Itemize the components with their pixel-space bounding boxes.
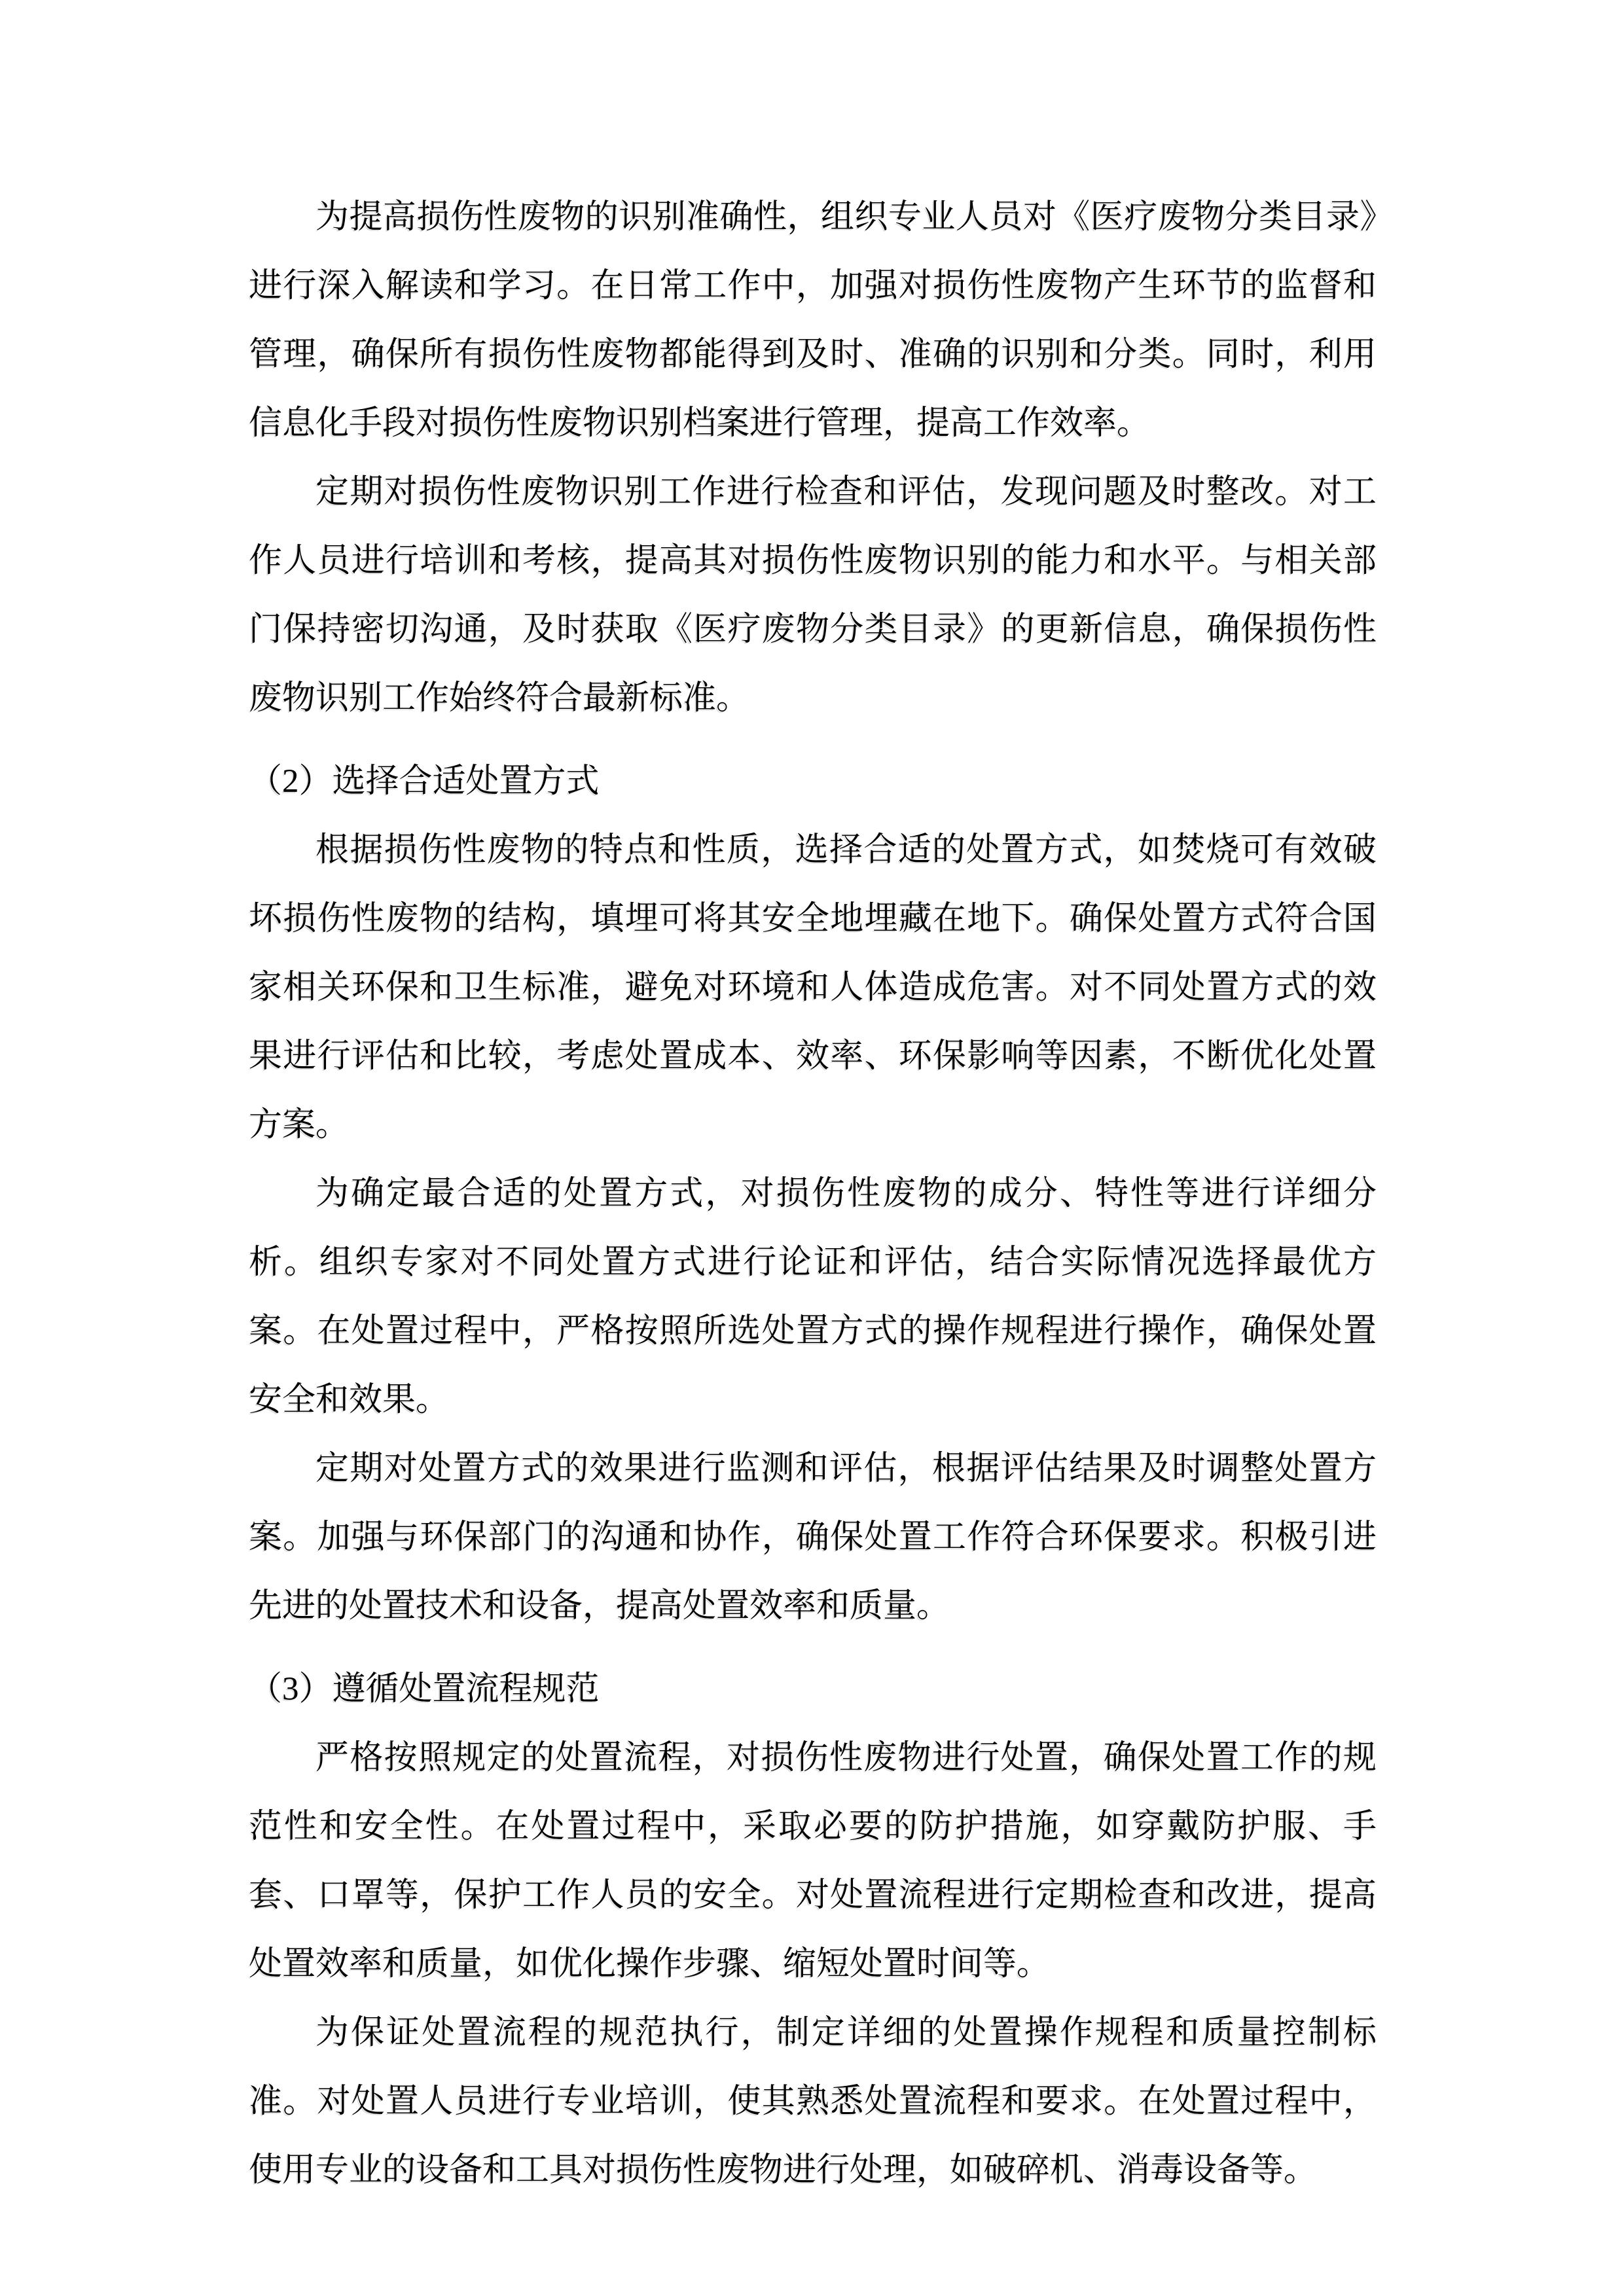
paragraph-waste-identification-accuracy: 为提高损伤性废物的识别准确性，组织专业人员对《医疗废物分类目录》进行深入解读和学习。在日常工作中，加强对损伤性废物产生环节的监督和管理，确保所有损伤性废物都能得到及时、准确的识别和分类。同时，利用信息化手段对损伤性废物识别档案进行管理，提高工作效率。 [249,199,1377,442]
section-heading-2-disposal-method: （2）选择合适处置方式 [249,763,600,800]
paragraph-disposal-monitoring: 定期对处置方式的效果进行监测和评估，根据评估结果及时调整处置方案。加强与环保部门的沟通和协作，确保处置工作符合环保要求。积极引进先进的处置技术和设备，提高处置效率和质量。 [249,1450,1377,1624]
paragraph-process-compliance: 严格按照规定的处置流程，对损伤性废物进行处置，确保处置工作的规范性和安全性。在处置过程中，采取必要的防护措施，如穿戴防护服、手套、口罩等，保护工作人员的安全。对处置流程进行定期检查和改进，提高处置效率和质量，如优化操作步骤、缩短处置时间等。 [249,1740,1377,1982]
section-heading-3-process-standard: （3）遵循处置流程规范 [249,1671,600,1708]
paragraph-process-training-equipment: 为保证处置流程的规范执行，制定详细的处置操作规程和质量控制标准。对处置人员进行专业培训，使其熟悉处置流程和要求。在处置过程中，使用专业的设备和工具对损伤性废物进行处理，如破碎机、消毒设备等。 [249,2015,1377,2189]
paragraph-identification-review: 定期对损伤性废物识别工作进行检查和评估，发现问题及时整改。对工作人员进行培训和考核，提高其对损伤性废物识别的能力和水平。与相关部门保持密切沟通，及时获取《医疗废物分类目录》的更新信息，确保损伤性废物识别工作始终符合最新标准。 [249,474,1377,717]
paragraph-disposal-method-analysis: 为确定最合适的处置方式，对损伤性废物的成分、特性等进行详细分析。组织专家对不同处置方式进行论证和评估，结合实际情况选择最优方案。在处置过程中，严格按照所选处置方式的操作规程进行操作，确保处置安全和效果。 [249,1175,1377,1418]
paragraph-disposal-method-selection: 根据损伤性废物的特点和性质，选择合适的处置方式，如焚烧可有效破坏损伤性废物的结构，填埋可将其安全地埋藏在地下。确保处置方式符合国家相关环保和卫生标准，避免对环境和人体造成危害。对不同处置方式的效果进行评估和比较，考虑处置成本、效率、环保影响等因素，不断优化处置方案。 [249,832,1377,1143]
